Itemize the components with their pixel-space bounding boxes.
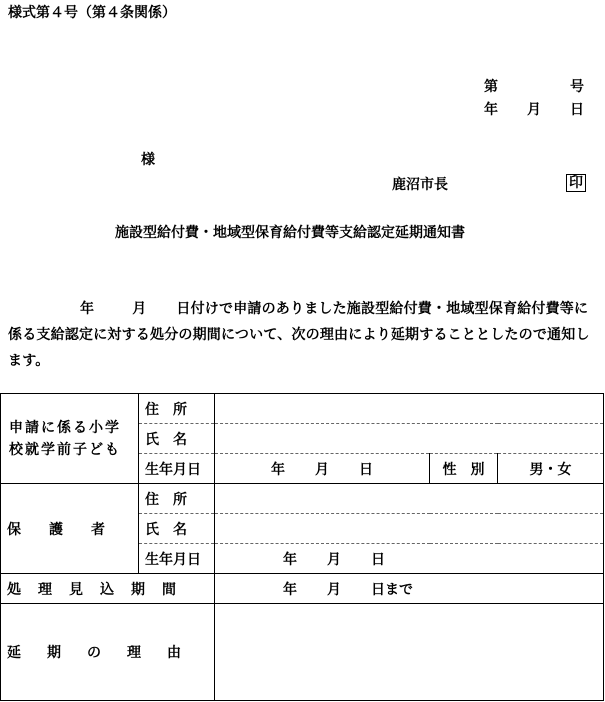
date-month-label: 月 — [527, 102, 541, 118]
gender-label: 性 別 — [430, 454, 498, 484]
child-name-label: 氏 名 — [139, 424, 215, 454]
seal-mark: 印 — [566, 174, 586, 192]
child-birthdate-label: 生年月日 — [139, 454, 215, 484]
child-name-field[interactable] — [215, 424, 604, 454]
body-text: 日付けで申請のありました施設型給付費・地域型保育給付費等に係る支給認定に対する処分の期間について、次の理由により延期することとしたので通知します。 — [8, 301, 590, 369]
reason-field[interactable] — [215, 604, 604, 701]
date-day-label: 日 — [570, 102, 584, 118]
period-label: 処理見込期間 — [1, 574, 215, 604]
date-year-label: 年 — [484, 102, 498, 118]
document-title: 施設型給付費・地域型保育給付費等支給認定延期通知書 — [115, 225, 465, 241]
guardian-birthdate-field[interactable]: 年 月 日 — [215, 544, 604, 574]
child-section-label: 申請に係る小学校就学前子ども — [1, 394, 139, 484]
guardian-name-field[interactable] — [215, 514, 604, 544]
child-birthdate-field[interactable]: 年 月 日 — [215, 454, 430, 484]
guardian-name-label: 氏 名 — [139, 514, 215, 544]
body-year: 年 — [80, 301, 95, 317]
child-address-label: 住 所 — [139, 394, 215, 424]
gender-field[interactable]: 男・女 — [498, 454, 604, 484]
addressee-suffix: 様 — [141, 152, 155, 168]
number-label-prefix: 第 — [484, 79, 498, 95]
issuer-name: 鹿沼市長 — [392, 177, 448, 193]
number-label-suffix: 号 — [570, 79, 584, 95]
info-table — [0, 393, 604, 701]
guardian-address-label: 住 所 — [139, 484, 215, 514]
reason-label: 延期の理由 — [1, 604, 215, 701]
guardian-birthdate-label: 生年月日 — [139, 544, 215, 574]
period-field[interactable]: 年 月 日まで — [215, 574, 604, 604]
notice-body — [8, 296, 600, 374]
body-month: 月 — [132, 301, 147, 317]
child-address-field[interactable] — [215, 394, 604, 424]
form-number: 様式第４号（第４条関係） — [8, 5, 176, 21]
guardian-label: 保 護 者 — [1, 484, 139, 574]
guardian-address-field[interactable] — [215, 484, 604, 514]
